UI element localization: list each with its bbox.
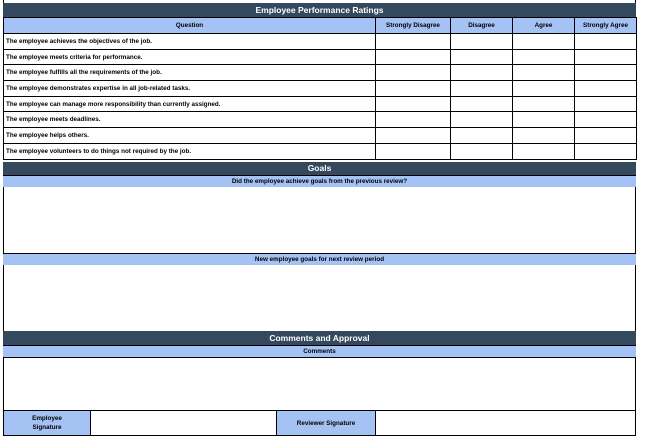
table-row <box>4 49 637 65</box>
table-row <box>4 65 637 81</box>
goals-title: Goals <box>3 162 636 175</box>
rating-cell[interactable] <box>575 128 637 144</box>
table-row <box>4 81 637 97</box>
comments-title: Comments and Approval <box>3 331 636 345</box>
rating-cell[interactable] <box>376 112 451 128</box>
reviewer-signature-field[interactable] <box>375 410 636 436</box>
question-text: The employee helps others. <box>4 128 376 144</box>
question-text: The employee achieves the objectives of the job. <box>4 34 376 50</box>
question-text: The employee demonstrates expertise in all job-related tasks. <box>4 81 376 97</box>
table-row <box>4 143 637 159</box>
question-text: The employee fulfills all the requirements of the job. <box>4 65 376 81</box>
rating-cell[interactable] <box>513 112 575 128</box>
table-row <box>4 128 637 144</box>
question-text: The employee volunteers to do things not required by the job. <box>4 143 376 159</box>
rating-cell[interactable] <box>575 81 637 97</box>
rating-cell[interactable] <box>575 112 637 128</box>
rating-cell[interactable] <box>451 34 513 50</box>
rating-cell[interactable] <box>451 143 513 159</box>
table-row <box>4 96 637 112</box>
question-text: The employee can manage more responsibility than currently assigned. <box>4 96 376 112</box>
rating-cell[interactable] <box>513 34 575 50</box>
rating-cell[interactable] <box>376 81 451 97</box>
rating-cell[interactable] <box>513 65 575 81</box>
question-text: The employee meets deadlines. <box>4 112 376 128</box>
table-row <box>4 34 637 50</box>
rating-cell[interactable] <box>376 49 451 65</box>
rating-cell[interactable] <box>451 112 513 128</box>
reviewer-signature-label: Reviewer Signature <box>276 410 376 436</box>
next-goals-label: New employee goals for next review period <box>3 253 636 265</box>
rating-cell[interactable] <box>451 81 513 97</box>
rating-cell[interactable] <box>513 143 575 159</box>
rating-cell[interactable] <box>376 65 451 81</box>
ratings-title: Employee Performance Ratings <box>3 3 636 17</box>
rating-cell[interactable] <box>513 49 575 65</box>
rating-cell[interactable] <box>451 128 513 144</box>
previous-goals-label: Did the employee achieve goals from the previous review? <box>3 175 636 187</box>
rating-cell[interactable] <box>575 65 637 81</box>
header-agree: Agree <box>513 18 575 34</box>
rating-cell[interactable] <box>376 34 451 50</box>
question-text: The employee meets criteria for performance. <box>4 49 376 65</box>
header-disagree: Disagree <box>451 18 513 34</box>
ratings-table <box>3 17 637 160</box>
header-strongly-agree: Strongly Agree <box>575 18 637 34</box>
employee-signature-field[interactable] <box>90 410 277 436</box>
header-question: Question <box>4 18 376 34</box>
rating-cell[interactable] <box>575 34 637 50</box>
next-goals-field[interactable] <box>3 265 636 331</box>
rating-cell[interactable] <box>513 128 575 144</box>
rating-cell[interactable] <box>451 96 513 112</box>
previous-goals-field[interactable] <box>3 187 636 253</box>
table-row <box>4 112 637 128</box>
rating-cell[interactable] <box>513 96 575 112</box>
comments-field[interactable] <box>3 357 636 410</box>
rating-cell[interactable] <box>513 81 575 97</box>
rating-cell[interactable] <box>575 96 637 112</box>
ratings-header-row <box>4 18 637 34</box>
employee-signature-label: Employee Signature <box>3 410 91 436</box>
rating-cell[interactable] <box>376 128 451 144</box>
comments-label: Comments <box>3 345 636 357</box>
header-strongly-disagree: Strongly Disagree <box>376 18 451 34</box>
rating-cell[interactable] <box>376 143 451 159</box>
rating-cell[interactable] <box>451 49 513 65</box>
rating-cell[interactable] <box>575 143 637 159</box>
rating-cell[interactable] <box>376 96 451 112</box>
rating-cell[interactable] <box>451 65 513 81</box>
rating-cell[interactable] <box>575 49 637 65</box>
